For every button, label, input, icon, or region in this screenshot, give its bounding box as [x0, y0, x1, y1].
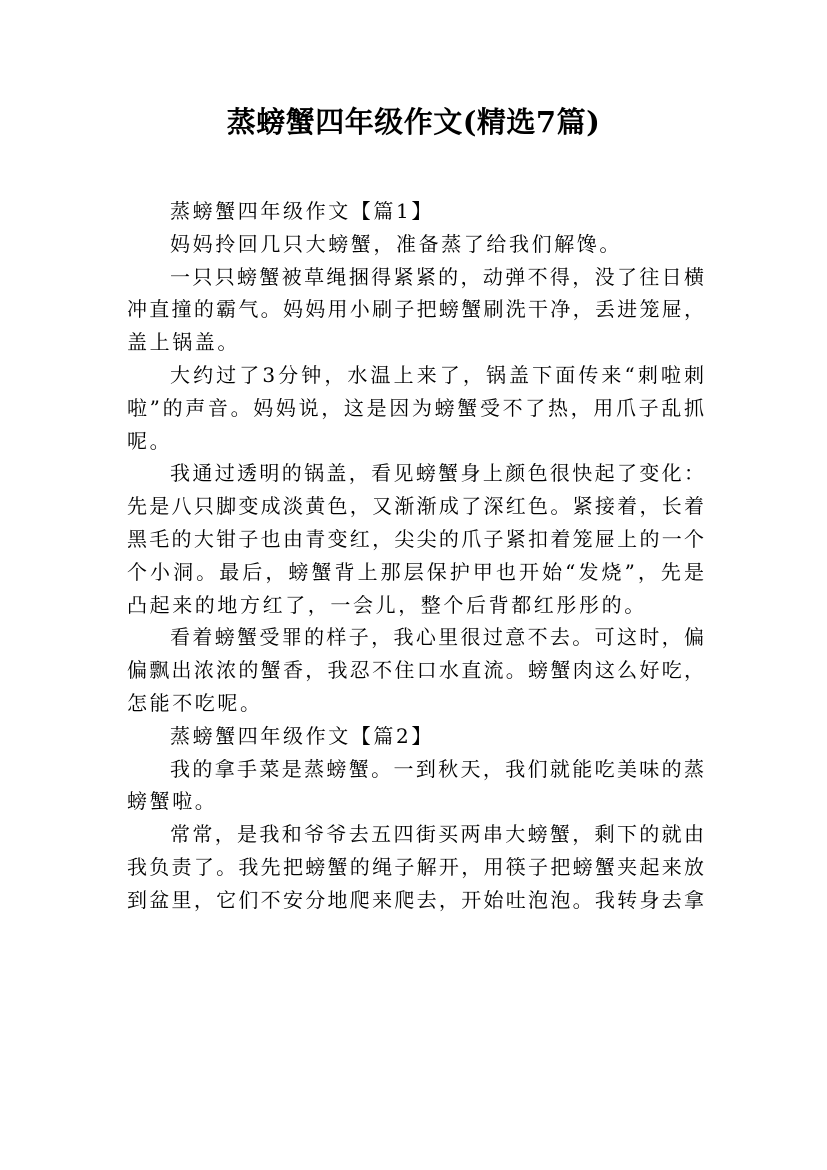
text-line: 我通过透明的锅盖，看见螃蟹身上颜色很快起了变化： [170, 461, 704, 486]
text-line: 看着螃蟹受罪的样子，我心里很过意不去。可这时，偏 [170, 625, 704, 650]
text-line: 大约过了3分钟，水温上来了，锅盖下面传来“刺啦刺 [170, 362, 704, 387]
text-line: 蒸螃蟹四年级作文【篇1】 [170, 199, 434, 223]
text-line: 蒸螃蟹四年级作文【篇2】 [170, 723, 434, 748]
text-line: 盖上锅盖。 [127, 330, 240, 355]
text-line: 妈妈拎回几只大螃蟹，准备蒸了给我们解馋。 [170, 231, 622, 256]
text-line: 常常，是我和爷爷去五四街买两串大螃蟹，剩下的就由 [170, 822, 704, 847]
text-line: 一只只螃蟹被草绳捆得紧紧的，动弹不得，没了往日横 [170, 264, 704, 289]
text-line: 到盆里，它们不安分地爬来爬去，开始吐泡泡。我转身去拿 [127, 887, 704, 912]
text-line: 黑毛的大钳子也由青变红，尖尖的爪子紧扣着笼屉上的一个 [127, 526, 704, 551]
text-line: 凸起来的地方红了，一会儿，整个后背都红彤彤的。 [127, 592, 647, 617]
text-line: 个小洞。最后，螃蟹背上那层保护甲也开始“发烧”，先是 [127, 559, 704, 584]
text-line: 偏飘出浓浓的蟹香，我忍不住口水直流。螃蟹肉这么好吃， [127, 658, 704, 683]
text-line: 我负责了。我先把螃蟹的绳子解开，用筷子把螃蟹夹起来放 [127, 854, 704, 879]
document-body [127, 195, 704, 917]
text-line: 呢。 [127, 428, 173, 453]
text-line: 先是八只脚变成淡黄色，又渐渐成了深红色。紧接着，长着 [127, 494, 704, 519]
text-line: 怎能不吃呢。 [127, 690, 263, 715]
document-title: 蒸螃蟹四年级作文(精选7篇) [226, 105, 601, 139]
text-line: 啦”的声音。妈妈说，这是因为螃蟹受不了热，用爪子乱抓 [127, 395, 704, 420]
text-line: 冲直撞的霸气。妈妈用小刷子把螃蟹刷洗干净，丢进笼屉， [127, 297, 704, 322]
text-line: 螃蟹啦。 [127, 789, 218, 814]
text-line: 我的拿手菜是蒸螃蟹。一到秋天，我们就能吃美味的蒸 [170, 756, 704, 781]
